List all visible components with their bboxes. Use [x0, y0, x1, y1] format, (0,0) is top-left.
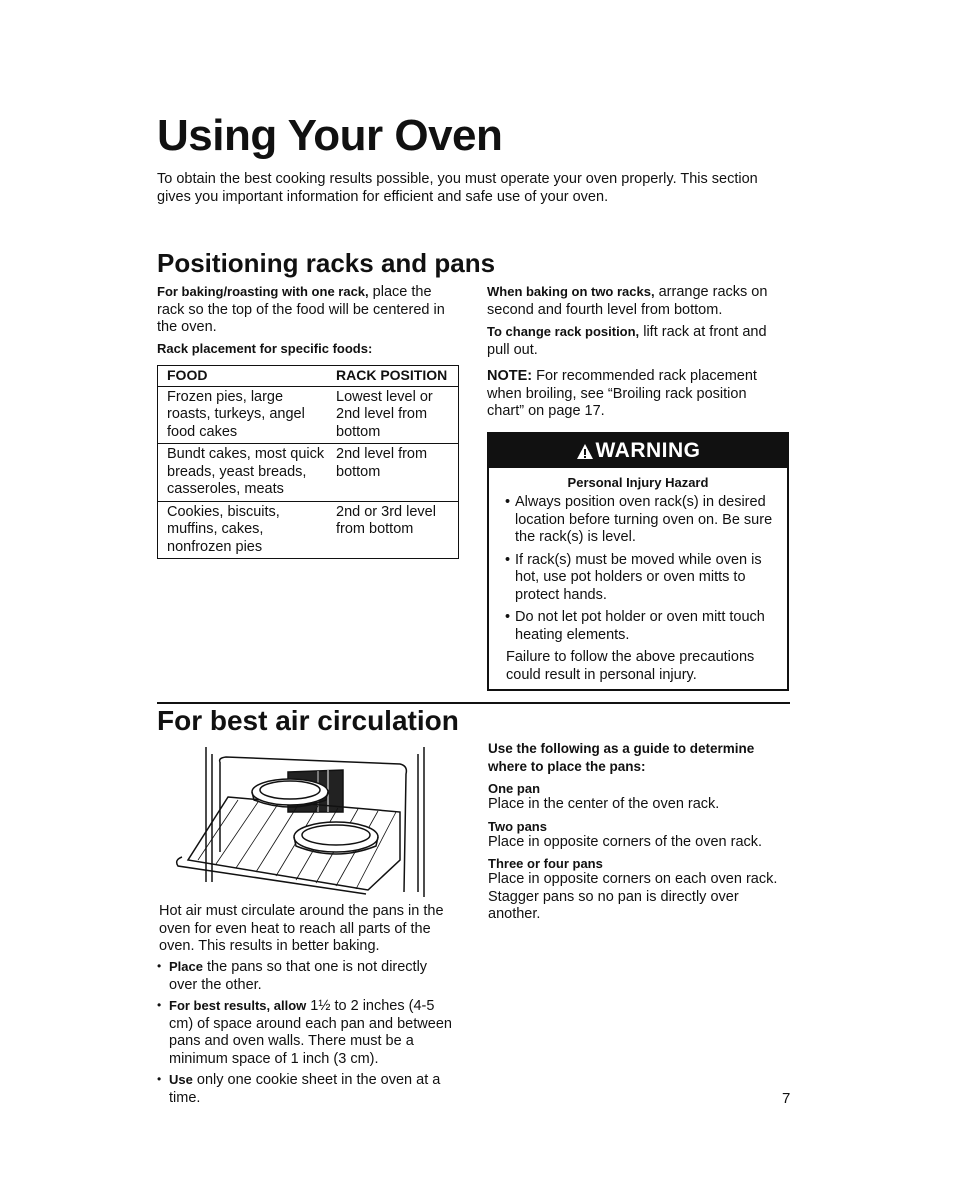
table-cell-food: Frozen pies, large roasts, turkeys, angel food cakes: [158, 386, 328, 444]
guide-title: One pan: [488, 781, 541, 796]
warning-box: [487, 432, 789, 691]
table-caption: Rack placement for specific foods:: [157, 341, 373, 356]
guide-heading: Use the following as a guide to determine where to place the pans:: [488, 741, 755, 774]
warning-item: • Always position oven rack(s) in desired location before turning oven on. Be sure the rack(s) is level.: [505, 494, 773, 547]
two-racks-paragraph: [487, 283, 787, 319]
change-rack-bold: To change rack position,: [487, 324, 640, 339]
guide-text: Place in opposite corners on each oven rack. Stagger pans so no pan is directly over another.: [488, 871, 778, 922]
air-bullet-item: [157, 997, 457, 1068]
air-paragraph: Hot air must circulate around the pans in the oven for even heat to reach all parts of the oven. This results in better baking.: [159, 903, 444, 954]
warning-item: • Do not let pot holder or oven mitt touch heating elements.: [505, 609, 773, 644]
air-bullet-bold: For best results, allow: [169, 998, 307, 1013]
note-bold: NOTE:: [487, 368, 533, 384]
warning-banner: [489, 434, 787, 468]
air-bullet-bold: Place: [169, 959, 203, 974]
air-bullet-text: 1½ to 2 inches (4-5 cm) of space around each pan and between pans and oven walls. There must be a minimum space of 1 inch (3 cm).: [169, 998, 452, 1067]
section-divider: [157, 702, 790, 704]
air-bullet-text: only one cookie sheet in the oven at a time.: [169, 1072, 441, 1106]
air-bullet-item: [157, 1071, 457, 1107]
table-cell-food: Bundt cakes, most quick breads, yeast breads, casseroles, meats: [158, 444, 328, 502]
table-row: [158, 444, 459, 502]
one-rack-bold: For baking/roasting with one rack,: [157, 284, 369, 299]
warning-subtitle: Personal Injury Hazard: [567, 475, 709, 490]
air-bullet-text: the pans so that one is not directly over the other.: [169, 959, 428, 993]
warning-item: • If rack(s) must be moved while oven is hot, use pot holders or oven mitts to protect hands.: [505, 552, 773, 605]
two-racks-text: arrange racks on second and fourth level from bottom.: [487, 284, 768, 318]
rack-placement-table: [157, 365, 459, 559]
air-bullet-item: [157, 958, 457, 994]
intro-paragraph: To obtain the best cooking results possible, you must operate your oven properly. This section gives you important information for efficient and safe use of your oven.: [157, 171, 758, 205]
warning-triangle-icon: [576, 443, 594, 460]
guide-title: Three or four pans: [488, 856, 603, 871]
page-title: Using Your Oven: [157, 111, 503, 160]
table-row: [158, 501, 459, 559]
table-row: [158, 386, 459, 444]
two-racks-bold: When baking on two racks,: [487, 284, 655, 299]
note-paragraph: [487, 368, 787, 421]
change-rack-text: lift rack at front and pull out.: [487, 324, 767, 358]
guide-title: Two pans: [488, 818, 547, 834]
guide-text: Place in the center of the oven rack.: [488, 796, 720, 812]
racks-heading: Positioning racks and pans: [157, 248, 496, 278]
oven-rack-illustration: [168, 742, 428, 900]
page-number: 7: [782, 1090, 791, 1107]
one-rack-paragraph: [157, 283, 452, 337]
table-cell-position: 2nd or 3rd level from bottom: [336, 503, 436, 537]
table-cell-position: Lowest level or 2nd level from bottom: [327, 386, 459, 444]
guide-text: Place in opposite corners of the oven rack.: [488, 833, 763, 850]
pan-guide: [488, 740, 788, 924]
warning-label: WARNING: [595, 439, 701, 462]
table-header-row: [158, 366, 459, 387]
table-header-position: RACK POSITION: [327, 366, 459, 387]
change-rack-paragraph: [487, 323, 787, 359]
table-header-food: FOOD: [158, 366, 328, 387]
note-text: For recommended rack placement when broiling, see “Broiling rack position chart” on page 17.: [487, 368, 757, 419]
table-cell-position: 2nd level from bottom: [327, 444, 459, 502]
air-bullets: [157, 958, 457, 1110]
air-bullet-bold: Use: [169, 1072, 193, 1087]
table-cell-food: Cookies, biscuits, muffins, cakes, nonfrozen pies: [167, 503, 280, 555]
warning-failure-text: Failure to follow the above precautions could result in personal injury.: [506, 649, 755, 683]
air-heading: For best air circulation: [157, 705, 459, 736]
warning-list: [489, 494, 787, 644]
one-rack-text: place the rack so the top of the food will be centered in the oven.: [157, 284, 445, 335]
